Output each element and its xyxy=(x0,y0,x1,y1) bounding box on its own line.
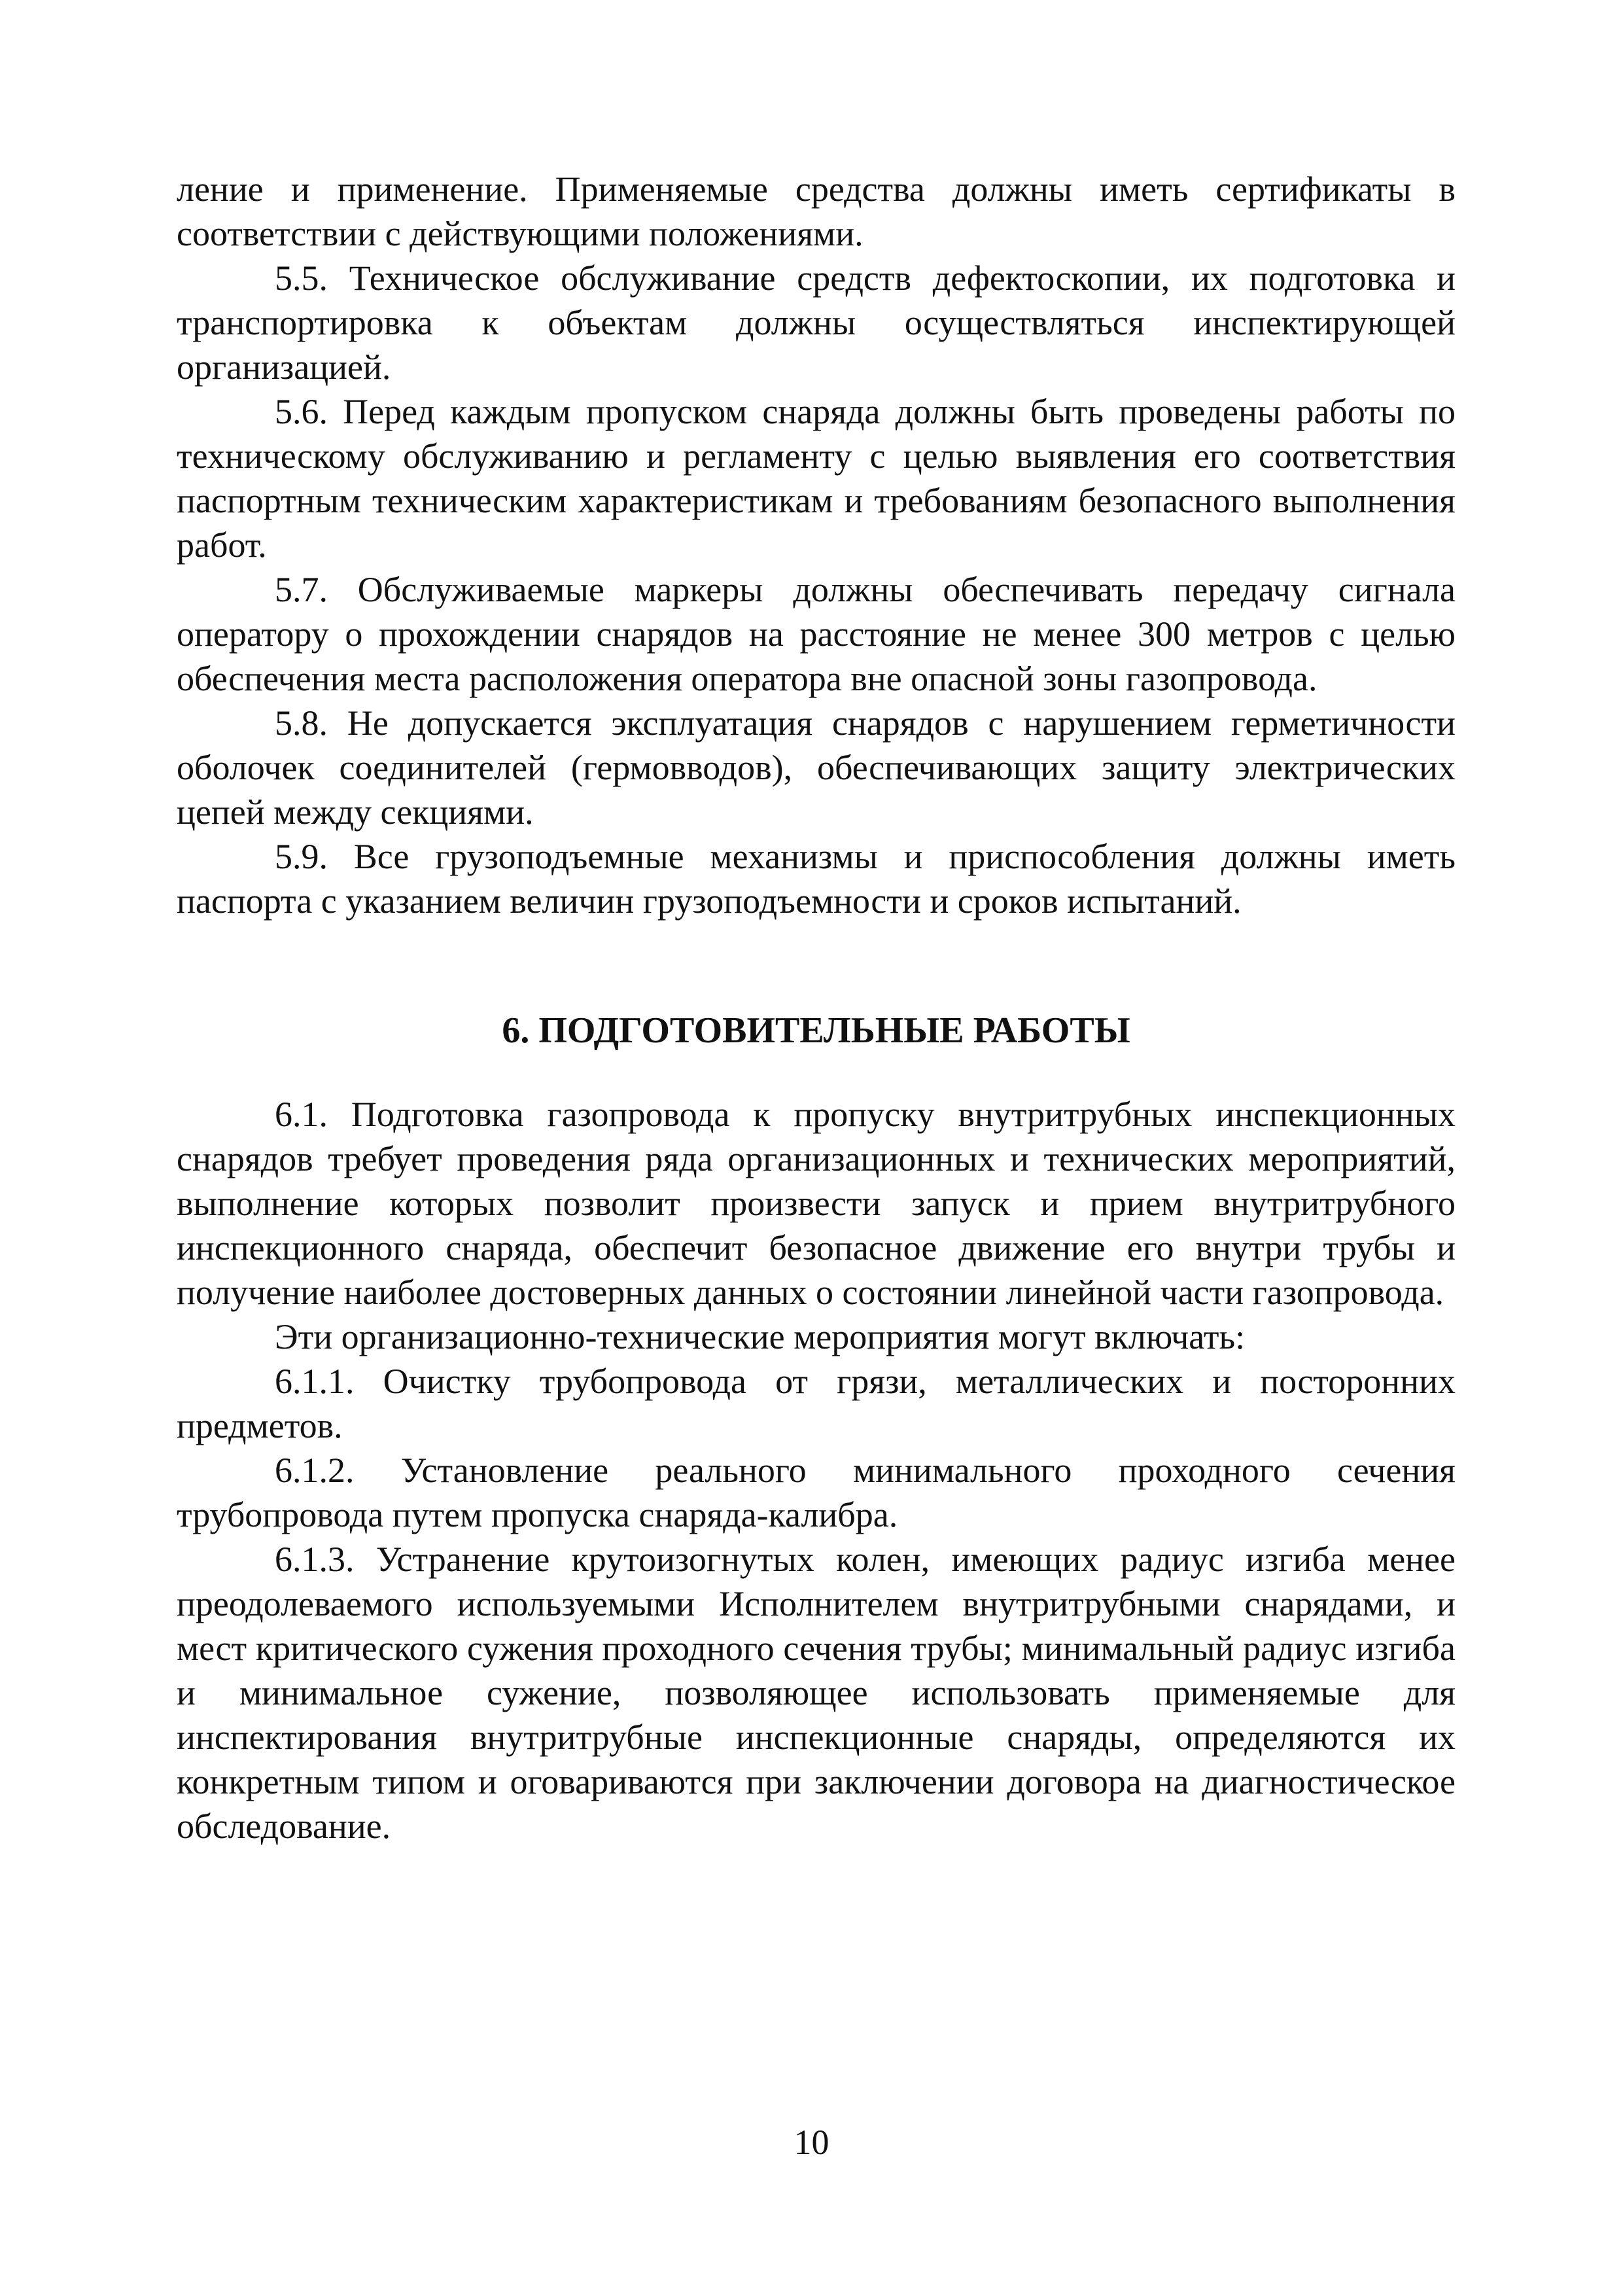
paragraph-continuation: ление и применение. Применяемые средства должны иметь сертификаты в соответствии с действующими положениями. xyxy=(177,169,1456,253)
document-page xyxy=(177,167,1456,1848)
section-heading: 6. ПОДГОТОВИТЕЛЬНЫЕ РАБОТЫ xyxy=(502,1010,1130,1051)
paragraph-6-1-3: 6.1.3. Устранение крутоизогнутых колен, имеющих радиус изгиба менее преодолеваемого используемыми Исполнителем внутритрубными снарядами, и мест критического сужения проходного сечения трубы; минимальный радиус изгиба и минимальное сужение, позволяющее использовать применяемые для инспектирования внутритрубные инспекционные снаряды, определяются их конкретным типом и оговариваются при заключении договора на диагностическое обследование. xyxy=(177,1540,1456,1846)
paragraph-5-8: 5.8. Не допускается эксплуатация снарядов с нарушением герметичности оболочек соединителей (гермовводов), обеспечивающих защиту электрических цепей между секциями. xyxy=(177,703,1456,832)
paragraph-6-1-1: 6.1.1. Очистку трубопровода от грязи, металлических и посторонних предметов. xyxy=(177,1362,1456,1445)
heading-spacer xyxy=(177,1053,1456,1092)
paragraph-6-1: 6.1. Подготовка газопровода к пропуску внутритрубных инспекционных снарядов требует проведения ряда организационных и технических мероприятий, выполнение которых позволит произвести запуск и прием внутритрубного инспекционного снаряда, обеспечит безопасное движение его внутри трубы и получение наиболее достоверных данных о состоянии линейной части газопровода. xyxy=(177,1095,1456,1312)
paragraph-5-6: 5.6. Перед каждым пропуском снаряда должны быть проведены работы по техническому обслуживанию и регламенту с целью выявления его соответствия паспортным техническим характеристикам и требованиям безопасного выполнения работ. xyxy=(177,392,1456,565)
paragraph-5-9: 5.9. Все грузоподъемные механизмы и приспособления должны иметь паспорта с указанием величин грузоподъемности и сроков испытаний. xyxy=(177,837,1456,921)
paragraph-5-7: 5.7. Обслуживаемые маркеры должны обеспечивать передачу сигнала оператору о прохождении снарядов на расстояние не менее 300 метров с целью обеспечения места расположения оператора вне опасной зоны газопровода. xyxy=(177,570,1456,698)
section-spacer xyxy=(177,923,1456,1008)
paragraph-measures-intro: Эти организационно-технические мероприятия могут включать: xyxy=(275,1317,1246,1356)
paragraph-6-1-2: 6.1.2. Установление реального минимального проходного сечения трубопровода путем пропуска снаряда-калибра. xyxy=(177,1451,1456,1534)
page-number: 10 xyxy=(794,2123,829,2162)
paragraph-5-5: 5.5. Техническое обслуживание средств дефектоскопии, их подготовка и транспортировка к объектам должны осуществляться инспектирующей организацией. xyxy=(177,258,1456,387)
